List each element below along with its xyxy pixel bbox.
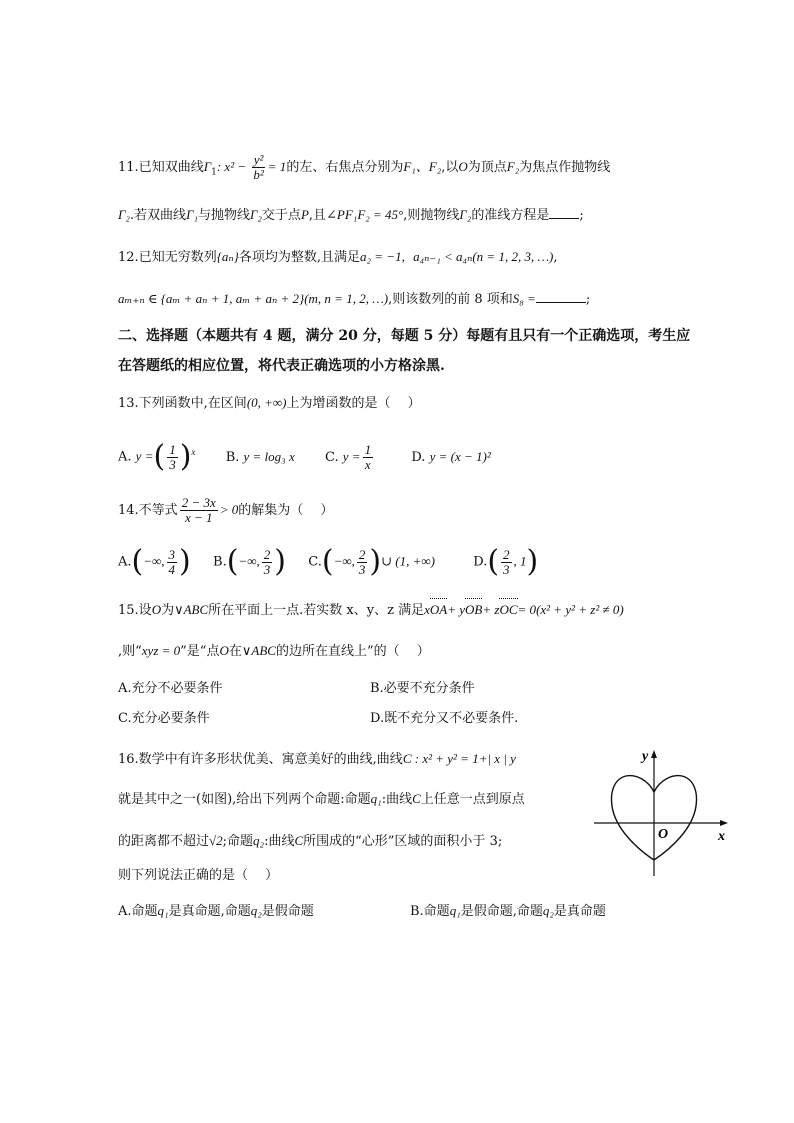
answer-blank[interactable] xyxy=(536,290,586,303)
y-axis-label: y xyxy=(642,749,649,764)
option-b[interactable]: B.命题q₁是假命题,命题q₂是真命题 xyxy=(410,903,606,919)
q11-line1: 11.已知双曲线$\Gamma_1$: x² − $\frac{\text{y²}}{\text{b²}}$ = 1的左、右焦点分别为F₁、F₂,以O为顶点F₂为焦点作抛物线 xyxy=(118,152,611,182)
q16-stem-line2: 就是其中之一(如图),给出下列两个命题:命题q₁:曲线C上任意一点到原点 xyxy=(118,791,525,807)
q14-stem: 14.不等式 $\frac{2 - 3x}{x - 1}$ > 0的解集为（ ） xyxy=(118,495,334,525)
q11-line2: Γ₂.若双曲线Γ₁与抛物线Γ₂交于点P,且∠PF₁F₂ = 45°,则抛物线Γ₂的准线方程是 ; xyxy=(118,207,584,223)
q16-stem-line3: 的距离都不超过√2;命题q₂:曲线C所围成的“心形”区域的面积小于 3; xyxy=(118,833,503,849)
q11-number: 11. xyxy=(118,160,139,175)
option-a[interactable]: A.充分不必要条件 xyxy=(118,681,223,696)
y-axis-arrow xyxy=(651,750,657,758)
q15-stem: 15.设O为∨ABC所在平面上一点.若实数 x、y、z 满足xOA+ yOB+ zOC= 0(x² + y² + z² ≠ 0) xyxy=(118,602,624,618)
option-d[interactable]: D.既不充分又不必要条件. xyxy=(370,711,519,726)
option-d[interactable]: D. y = (x − 1)² xyxy=(411,448,491,465)
origin-label: O xyxy=(658,827,669,842)
answer-blank[interactable] xyxy=(549,206,579,219)
option-c[interactable]: C.充分必要条件 xyxy=(118,711,210,726)
q12-line2: aₘ₊ₙ ∈ {aₘ + aₙ + 1, aₘ + aₙ + 2}(m, n = 1, 2, …),则该数列的前 8 项和S₈ = ; xyxy=(118,291,591,307)
option-a[interactable]: A.(−∞, $\frac{3}{4}$ ) xyxy=(118,544,191,579)
option-d[interactable]: D.( $\frac{2}{3}$ , 1) xyxy=(473,544,539,579)
option-b[interactable]: B. y = log₃ x xyxy=(225,448,295,465)
q11-fraction: $\frac{\text{y²}}{\text{b²}}$ xyxy=(253,152,264,182)
q12-line1: 12.已知无穷数列{aₙ}各项均为整数,且满足a₂ = −1, a₄ₙ₋₁ < a₄ₙ(n = 1, 2, 3, …), xyxy=(118,249,558,265)
q13-stem: 13.下列函数中,在区间(0, +∞)上为增函数的是（ ） xyxy=(118,395,421,411)
x-axis-arrow xyxy=(720,820,728,826)
q16-stem-line4: 则下列说法正确的是（ ） xyxy=(118,868,279,883)
q16-stem: 16.数学中有许多形状优美、寓意美好的曲线,曲线C : x² + y² = 1+| x | y xyxy=(118,751,516,767)
option-a[interactable]: A. y =( $\frac{1}{3}$ )$^x$ xyxy=(118,439,196,474)
option-c[interactable]: C. y = $\frac{1}{x}$ xyxy=(325,441,372,472)
option-c[interactable]: C.(−∞, $\frac{2}{3}$ )∪ (1, +∞) xyxy=(308,544,435,579)
x-axis-label: x xyxy=(718,829,725,844)
q13-options xyxy=(118,439,491,474)
option-b[interactable]: B.(−∞, $\frac{2}{3}$ ) xyxy=(213,544,286,579)
heart-curve-figure xyxy=(590,748,730,878)
section-heading: 二、选择题（本题共有 4 题，满分 20 分，每题 5 分）每题有且只有一个正确选项，考生应 xyxy=(118,328,691,344)
option-b[interactable]: B.必要不充分条件 xyxy=(370,681,475,696)
q14-options xyxy=(118,544,539,579)
section-heading-line2: 在答题纸的相应位置，将代表正确选项的小方格涂黑. xyxy=(118,358,445,374)
option-a[interactable]: A.命题q₁是真命题,命题q₂是假命题 xyxy=(118,903,314,919)
q15-stem-line2: ,则“xyz = 0”是“点O在∨ABC的边所在直线上”的（ ） xyxy=(118,643,430,659)
